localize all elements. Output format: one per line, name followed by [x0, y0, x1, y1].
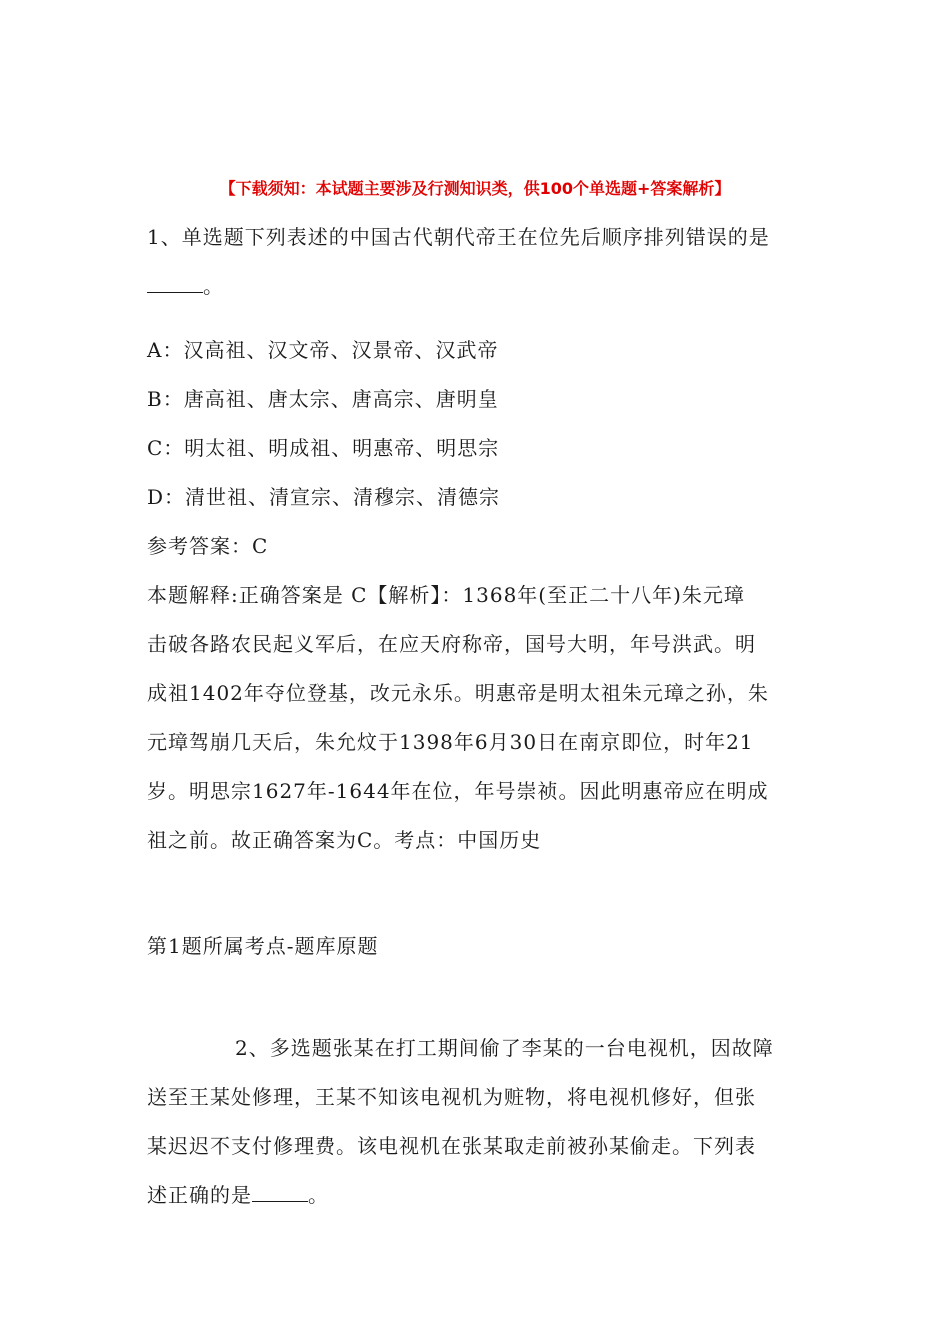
q2-stem-line: 送至王某处修理，王某不知该电视机为赃物，将电视机修好，但张: [147, 1085, 756, 1109]
q1-options: [147, 326, 807, 865]
topic-line: 第1题所属考点-题库原题: [147, 934, 379, 958]
explanation-line: 祖之前。故正确答案为C。考点：中国历史: [147, 828, 542, 852]
option-d: D：清世祖、清宣宗、清穆宗、清德宗: [147, 485, 501, 509]
explanation-line: 岁。明思宗1627年-1644年在位，年号崇祯。因此明惠帝应在明成: [147, 779, 769, 803]
q1-stem-line: [147, 262, 807, 311]
question-1: [147, 213, 807, 311]
q2-stem-end: 。: [308, 1183, 329, 1207]
q2-stem-start: 述正确的是: [147, 1183, 252, 1207]
q2-stem-line: [147, 1171, 807, 1220]
download-notice: 【下载须知：本试题主要涉及行测知识类，供100个单选题+答案解析】: [219, 179, 731, 198]
option-c: C：明太祖、明成祖、明惠帝、明思宗: [147, 436, 500, 460]
explanation-line: 本题解释:正确答案是 C【解析】：1368年(至正二十八年)朱元璋: [147, 583, 745, 607]
answer-blank: [147, 270, 203, 293]
option-b: B：唐高祖、唐太宗、唐高宗、唐明皇: [147, 387, 499, 411]
explanation-line: 元璋驾崩几天后，朱允炆于1398年6月30日在南京即位，时年21: [147, 730, 754, 754]
answer-blank: [252, 1179, 308, 1202]
q1-stem-end: 。: [203, 274, 224, 298]
reference-answer: 参考答案：C: [147, 534, 269, 558]
option-a: A：汉高祖、汉文帝、汉景帝、汉武帝: [147, 338, 499, 362]
q1-stem-line: 1、单选题下列表述的中国古代朝代帝王在位先后顺序排列错误的是: [147, 225, 770, 249]
explanation-line: 成祖1402年夺位登基，改元永乐。明惠帝是明太祖朱元璋之孙，朱: [147, 681, 769, 705]
q2-stem-line: 某迟迟不支付修理费。该电视机在张某取走前被孙某偷走。下列表: [147, 1134, 756, 1158]
q2-stem-line: 2、多选题张某在打工期间偷了李某的一台电视机，因故障: [235, 1036, 774, 1060]
explanation-line: 击破各路农民起义军后，在应天府称帝，国号大明，年号洪武。明: [147, 632, 756, 656]
q1-topic: [147, 922, 807, 971]
question-2: [147, 1024, 807, 1220]
